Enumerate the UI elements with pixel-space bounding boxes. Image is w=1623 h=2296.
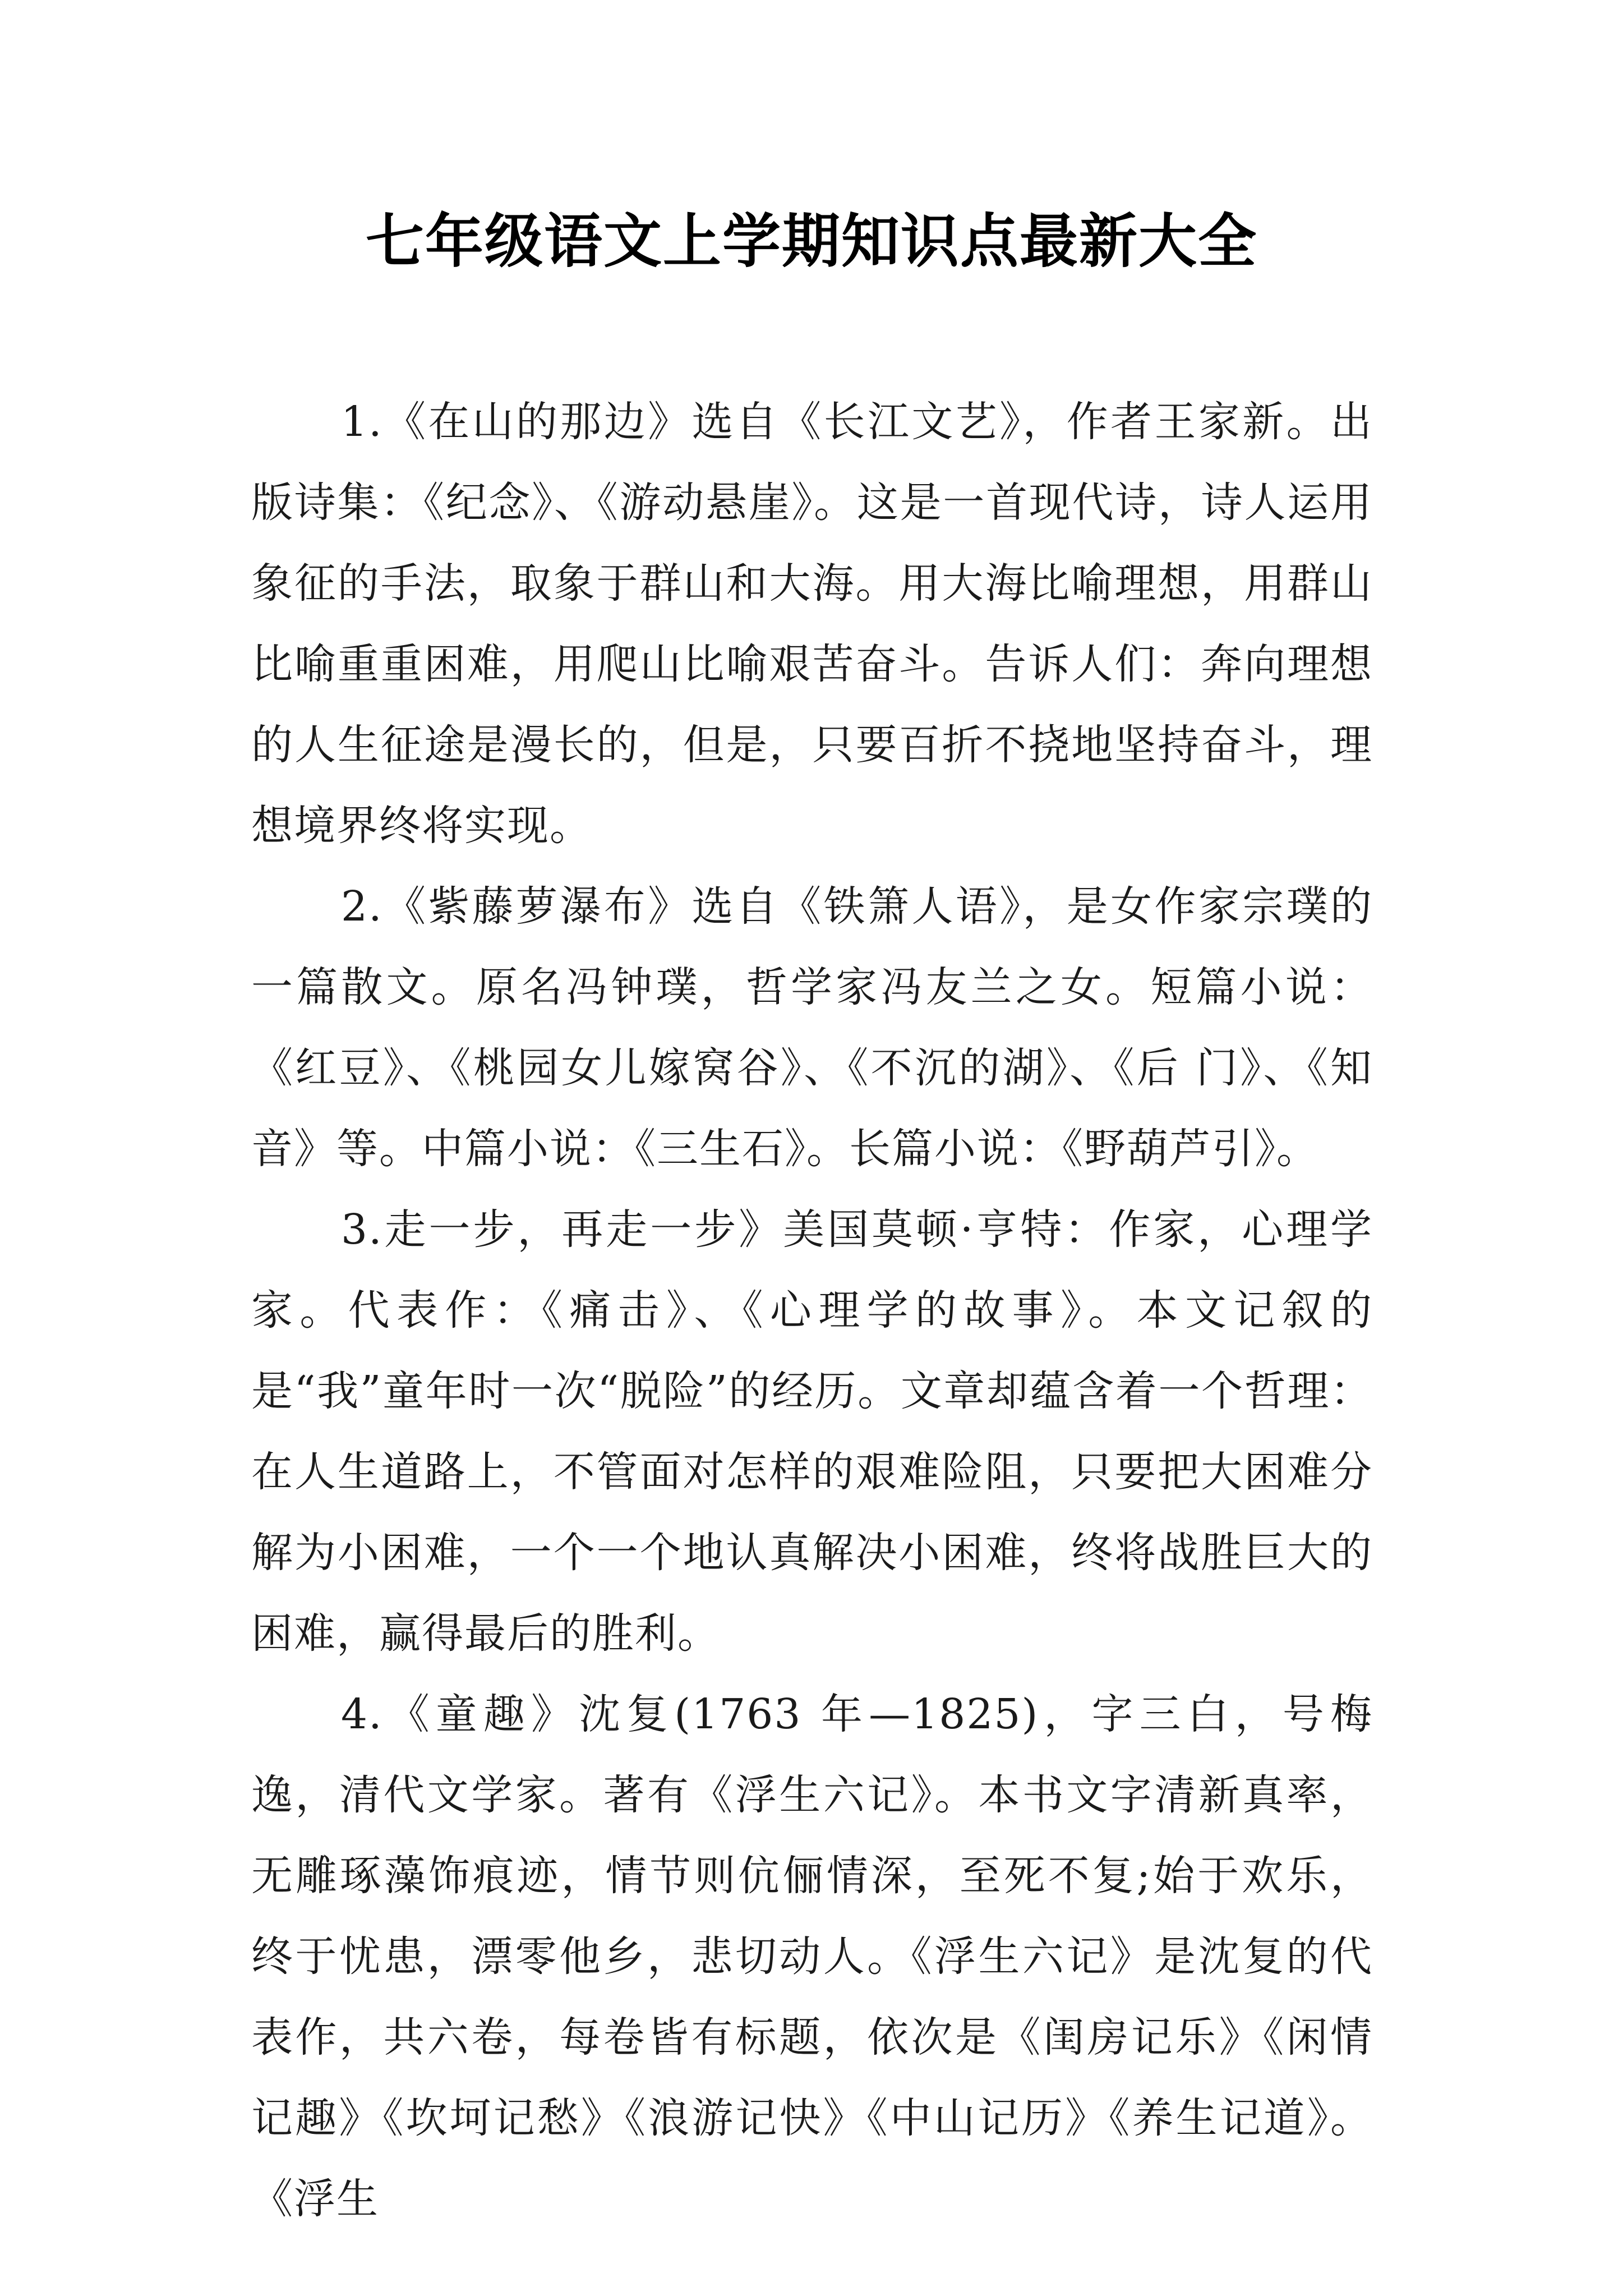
document-body bbox=[251, 381, 1373, 2239]
document-title: 七年级语文上学期知识点最新大全 bbox=[365, 206, 1257, 275]
paragraph-4: 4.《童趣》沈复(1763 年—1825)，字三白，号梅逸，清代文学家。著有《浮生六记》。本书文字清新真率，无雕琢藻饰痕迹，情节则伉俪情深，至死不复;始于欢乐，终于忧患，漂零他乡，悲切动人。《浮生六记》是沈复的代表作，共六卷，每卷皆有标题，依次是《闺房记乐》《闲情记趣》《坎坷记愁》《浪游记快》《中山记历》《养生记道》。《浮生 bbox=[251, 1690, 1373, 2223]
paragraph-2: 2.《紫藤萝瀑布》选自《铁箫人语》，是女作家宗璞的一篇散文。原名冯钟璞，哲学家冯友兰之女。短篇小说：《红豆》、《桃园女儿嫁窝谷》、《不沉的湖》、《后 门》、《知音》等。中篇小说：《三生石》。长篇小说：《野葫芦引》。 bbox=[251, 882, 1373, 1173]
paragraph-3: 3.走一步，再走一步》美国莫顿·亨特：作家，心理学家。代表作：《痛击》、《心理学的故事》。本文记叙的是“我”童年时一次“脱险”的经历。文章却蕴含着一个哲理：在人生道路上，不管面对怎样的艰难险阻，只要把大困难分解为小困难，一个一个地认真解决小困难，终将战胜巨大的困难，赢得最后的胜利。 bbox=[251, 1205, 1373, 1658]
paragraph-1: 1.《在山的那边》选自《长江文艺》，作者王家新。出版诗集：《纪念》、《游动悬崖》。这是一首现代诗，诗人运用象征的手法，取象于群山和大海。用大海比喻理想，用群山比喻重重困难，用爬山比喻艰苦奋斗。告诉人们：奔向理想的人生征途是漫长的，但是，只要百折不挠地坚持奋斗，理想境界终将实现。 bbox=[251, 398, 1373, 850]
